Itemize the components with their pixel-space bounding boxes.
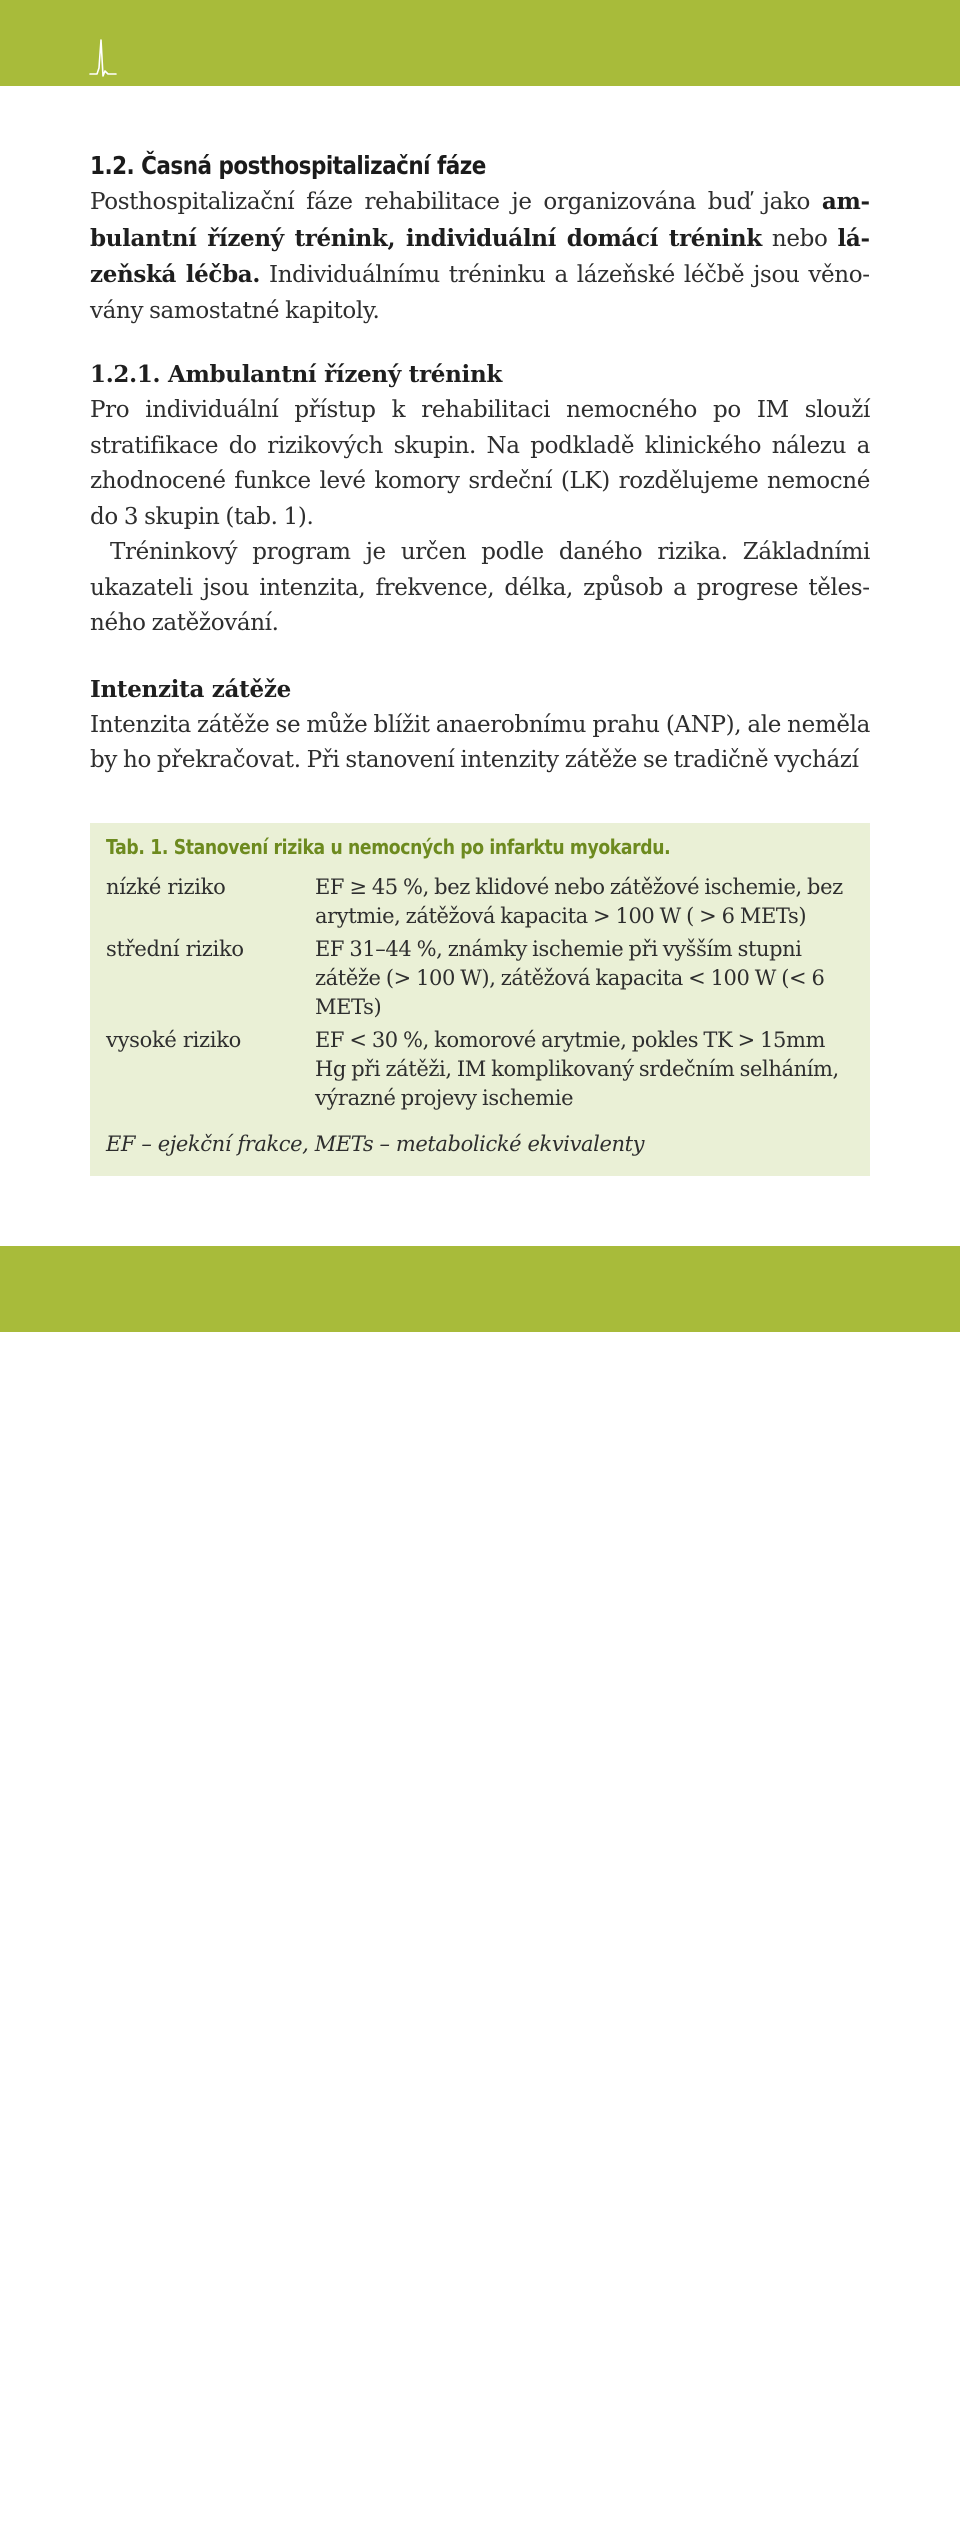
risk-label-medium: střední riziko [106,937,244,961]
section-heading: 1.2. Časná posthospitalizační fáze [90,151,486,180]
risk-label-high: vysoké riziko [106,1028,241,1052]
risk-table [90,823,870,1176]
risk-desc-medium: EF 31–44 %, známky ischemie při vyšším stupni zátěže (> 100 W), zátěžová kapacita < 100 W (< 6 METs) [315,937,825,1019]
page-number: 6 [90,2500,107,2530]
risk-desc-high: EF < 30 %, komorové arytmie, pokles TK > 15mm Hg při zátěži, IM komplikovaný srdečním selháním, výrazné projevy ischemie [315,1028,839,1110]
subsection-heading: 1.2.1. Ambulantní řízený trénink [90,361,503,388]
table-title: Tab. 1. Stanovení rizika u nemocných po infarktu myokardu. [106,835,671,859]
stratification-paragraph: Pro individuální přístup k rehabilitaci nemocného po IM slouží stratifikace do rizikových skupin. Na podkladě klinického nálezu a zhodnocené funkce levé komory srdeční (LK) rozdělujeme nemocné do 3 skupin (tab. 1). [90,397,870,530]
intro-bold-spa: lázeňská léčba. [90,224,870,288]
intensity-paragraph: Intenzita zátěže se může blížit anaerobnímu prahu (ANP), ale neměla by ho překračovat. Při stanovení intenzity zátěže se tradičně vychází [90,711,870,773]
main-content [90,148,870,779]
ecg-pulse-icon [88,38,118,80]
intro-bold-training: ambulantní řízený trénink, individuální domácí trénink [90,188,870,252]
footer-band [0,1246,960,2530]
intro-paragraph [90,184,870,329]
training-program-paragraph: Tréninkový program je určen podle daného rizika. Základními ukazateli jsou intenzita, frekvence, délka, způsob a progrese tělesného zatěžování. [90,539,870,636]
risk-label-low: nízké riziko [106,875,226,899]
header-band [0,0,960,86]
intro-text: Individuálnímu tréninku a lázeňské léčbě jsou věnovány samostatné kapitoly. [90,262,870,324]
intro-text: Posthospitalizační fáze rehabilitace je organizována buď jako [90,189,822,215]
intensity-heading: Intenzita zátěže [90,675,291,703]
risk-desc-low: EF ≥ 45 %, bez klidové nebo zátěžové ischemie, bez arytmie, zátěžová kapacita > 100 W ( > 6 METs) [315,875,843,928]
intro-text: nebo [761,225,838,252]
table-footnote: EF – ejekční frakce, METs – metabolické ekvivalenty [106,1132,645,1156]
